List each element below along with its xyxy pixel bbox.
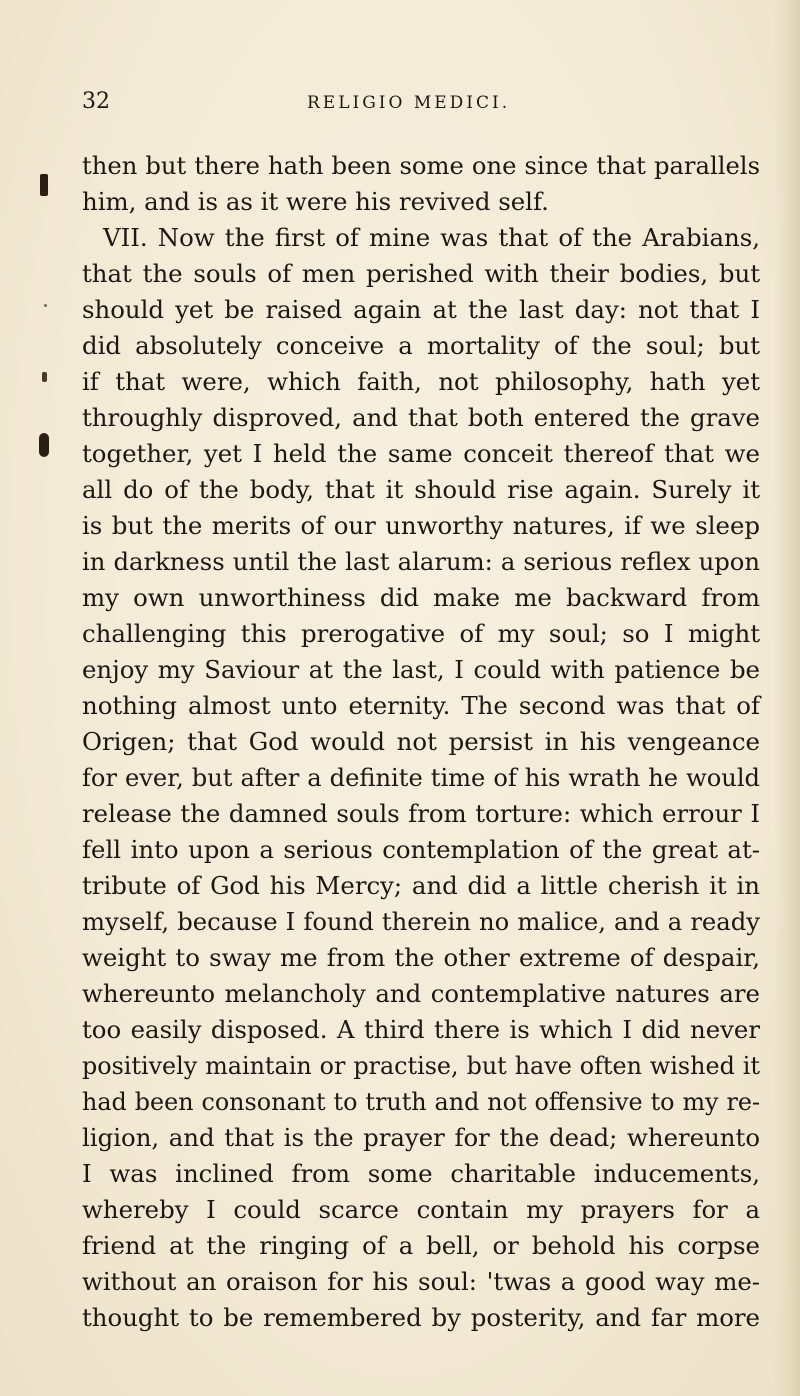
text-line: together, yet I held the same conceit thereof that we [82, 439, 760, 468]
text-line: VII. Now the first of mine was that of the Arabians, [103, 223, 760, 252]
text-line: I was inclined from some charitable inducements, [82, 1159, 760, 1188]
text-line: my own unworthiness did make me backward from [82, 583, 760, 612]
text-line: him, and is as it were his revived self. [82, 187, 549, 216]
text-line: is but the merits of our unworthy natures, if we sleep [82, 511, 760, 540]
text-line: friend at the ringing of a bell, or behold his corpse [82, 1231, 760, 1260]
text-line: nothing almost unto eternity. The second was that of [82, 691, 760, 720]
text-line: did absolutely conceive a mortality of the soul; but [82, 331, 760, 360]
text-line: for ever, but after a definite time of his wrath he would [82, 764, 760, 792]
text-line: enjoy my Saviour at the last, I could with patience be [82, 655, 760, 684]
text-line: fell into upon a serious contemplation of the great at- [82, 835, 760, 864]
text-line: if that were, which faith, not philosophy, hath yet [82, 367, 760, 396]
text-line: then but there hath been some one since that parallels [82, 151, 760, 180]
text-line: without an oraison for his soul: 'twas a good way me- [82, 1267, 760, 1296]
text-line: positively maintain or practise, but have often wished it [82, 1052, 760, 1080]
running-head: RELIGIO MEDICI. [307, 93, 511, 113]
text-line: thought to be remembered by posterity, and far more [82, 1303, 760, 1332]
text-line: throughly disproved, and that both entered the grave [82, 403, 760, 432]
text-line: had been consonant to truth and not offensive to my re- [82, 1088, 760, 1116]
text-line: whereunto melancholy and contemplative natures are [82, 979, 760, 1008]
text-line: Origen; that God would not persist in his vengeance [82, 727, 760, 756]
text-line: too easily disposed. A third there is which I did never [82, 1015, 760, 1044]
page-number: 32 [82, 89, 110, 114]
text-line: weight to sway me from the other extreme of despair, [82, 943, 760, 972]
text-line: whereby I could scarce contain my prayers for a [82, 1195, 760, 1224]
text-line: release the damned souls from torture: which errour I [82, 799, 760, 828]
page-header [82, 88, 762, 118]
text-line: myself, because I found therein no malice, and a ready [82, 907, 760, 936]
text-line: tribute of God his Mercy; and did a little cherish it in [82, 871, 760, 900]
page-edge-shadow [774, 0, 800, 1396]
text-line: should yet be raised again at the last day: not that I [82, 295, 760, 324]
text-line: all do of the body, that it should rise again. Surely it [82, 475, 760, 504]
text-line: that the souls of men perished with their bodies, but [82, 259, 760, 288]
margin-ink-marks [0, 0, 60, 1396]
text-line: challenging this prerogative of my soul; so I might [82, 619, 760, 648]
body-text [82, 148, 760, 1336]
text-line: ligion, and that is the prayer for the dead; whereunto [82, 1123, 760, 1152]
text-line: in darkness until the last alarum: a serious reflex upon [82, 547, 760, 576]
